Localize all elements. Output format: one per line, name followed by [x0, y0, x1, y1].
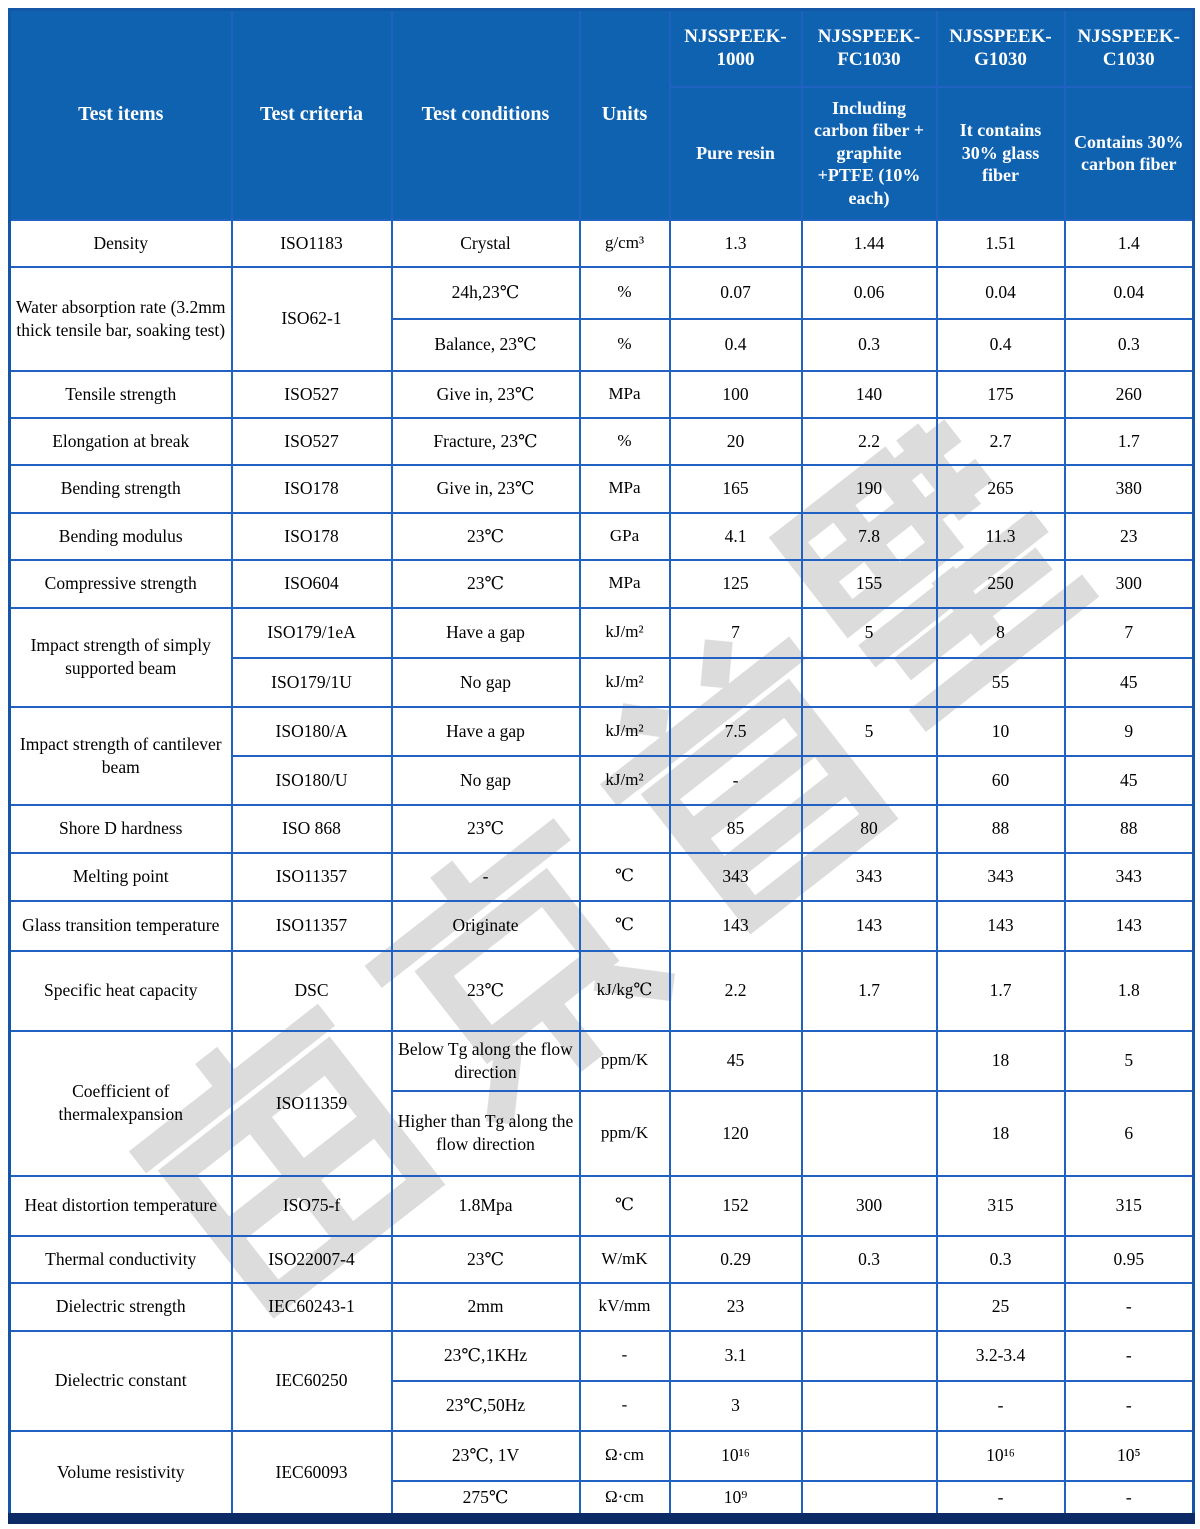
row-condition: Below Tg along the flow direction	[392, 1031, 580, 1091]
cell-value	[802, 1331, 937, 1381]
cell-value: 0.04	[937, 267, 1065, 319]
row-condition: 2mm	[392, 1283, 580, 1331]
cell-value: 380	[1065, 465, 1194, 513]
row-unit: MPa	[580, 371, 670, 418]
row-unit: kJ/kg℃	[580, 951, 670, 1031]
spec-table	[8, 8, 1195, 1524]
product-desc: Pure resin	[670, 87, 802, 220]
cell-value: 1.4	[1065, 220, 1194, 267]
cell-value	[802, 1031, 937, 1091]
cell-value: 140	[802, 371, 937, 418]
cell-value: -	[937, 1381, 1065, 1431]
cell-value: 155	[802, 560, 937, 608]
row-unit: kJ/m²	[580, 658, 670, 707]
cell-value: 3.1	[670, 1331, 802, 1381]
cell-value	[802, 756, 937, 805]
product-name: NJSSPEEK-1000	[670, 10, 802, 87]
row-condition: Have a gap	[392, 707, 580, 756]
cell-value: 0.95	[1065, 1236, 1194, 1283]
cell-value: 10	[937, 707, 1065, 756]
row-condition: No gap	[392, 658, 580, 707]
cell-value: -	[1065, 1381, 1194, 1431]
row-criteria: ISO11357	[232, 853, 392, 901]
cell-value	[802, 1091, 937, 1176]
row-condition: -	[392, 853, 580, 901]
cell-value: 1.44	[802, 220, 937, 267]
row-unit: ℃	[580, 853, 670, 901]
cell-value: 20	[670, 418, 802, 465]
row-unit: ℃	[580, 901, 670, 951]
row-unit: ppm/K	[580, 1031, 670, 1091]
row-criteria: DSC	[232, 951, 392, 1031]
cell-value: -	[670, 756, 802, 805]
cell-value: 0.3	[802, 1236, 937, 1283]
cell-value: 2.2	[802, 418, 937, 465]
row-condition: Have a gap	[392, 608, 580, 658]
row-item: Density	[10, 220, 232, 267]
cell-value	[802, 1481, 937, 1519]
cell-value: 190	[802, 465, 937, 513]
row-item: Bending strength	[10, 465, 232, 513]
row-unit: Ω·cm	[580, 1481, 670, 1519]
row-unit: -	[580, 1381, 670, 1431]
cell-value: -	[1065, 1283, 1194, 1331]
cell-value: -	[1065, 1481, 1194, 1519]
cell-value: 3.2-3.4	[937, 1331, 1065, 1381]
cell-value: 3	[670, 1381, 802, 1431]
cell-value: 0.07	[670, 267, 802, 319]
row-unit: MPa	[580, 465, 670, 513]
product-name: NJSSPEEK-FC1030	[802, 10, 937, 87]
row-criteria: ISO11359	[232, 1031, 392, 1176]
cell-value: 7.8	[802, 513, 937, 560]
row-unit: W/mK	[580, 1236, 670, 1283]
col-header-test-conditions: Test conditions	[392, 10, 580, 220]
cell-value: 80	[802, 805, 937, 853]
row-condition: 275℃	[392, 1481, 580, 1519]
cell-value: 9	[1065, 707, 1194, 756]
row-condition: 23℃	[392, 805, 580, 853]
cell-value: 2.7	[937, 418, 1065, 465]
row-item: Specific heat capacity	[10, 951, 232, 1031]
row-criteria: ISO180/U	[232, 756, 392, 805]
row-item: Coefficient of thermalexpansion	[10, 1031, 232, 1176]
cell-value: 125	[670, 560, 802, 608]
product-desc: Including carbon fiber + graphite +PTFE (10% each)	[802, 87, 937, 220]
row-condition: Fracture, 23℃	[392, 418, 580, 465]
cell-value: 0.04	[1065, 267, 1194, 319]
cell-value: 0.3	[1065, 319, 1194, 371]
row-condition: 23℃, 1V	[392, 1431, 580, 1481]
row-unit: kJ/m²	[580, 756, 670, 805]
cell-value: 143	[937, 901, 1065, 951]
cell-value: 143	[1065, 901, 1194, 951]
col-header-units: Units	[580, 10, 670, 220]
cell-value: 120	[670, 1091, 802, 1176]
row-criteria: ISO179/1eA	[232, 608, 392, 658]
cell-value: 175	[937, 371, 1065, 418]
row-item: Elongation at break	[10, 418, 232, 465]
row-unit: GPa	[580, 513, 670, 560]
cell-value: 1.3	[670, 220, 802, 267]
cell-value: 10⁵	[1065, 1431, 1194, 1481]
cell-value: 300	[1065, 560, 1194, 608]
cell-value: 45	[670, 1031, 802, 1091]
cell-value: 45	[1065, 658, 1194, 707]
cell-value: 1.7	[802, 951, 937, 1031]
cell-value: 1.7	[1065, 418, 1194, 465]
cell-value: 0.4	[937, 319, 1065, 371]
cell-value: 265	[937, 465, 1065, 513]
row-condition: Balance, 23℃	[392, 319, 580, 371]
cell-value: 300	[802, 1176, 937, 1236]
row-item: Dielectric strength	[10, 1283, 232, 1331]
row-condition: Give in, 23℃	[392, 465, 580, 513]
cell-value: 0.3	[937, 1236, 1065, 1283]
row-criteria: ISO604	[232, 560, 392, 608]
cell-value	[802, 1283, 937, 1331]
row-condition: 23℃,50Hz	[392, 1381, 580, 1431]
row-item: Water absorption rate (3.2mm thick tensile bar, soaking test)	[10, 267, 232, 371]
cell-value: 250	[937, 560, 1065, 608]
cell-value: 0.06	[802, 267, 937, 319]
cell-value	[802, 1431, 937, 1481]
row-item: Glass transition temperature	[10, 901, 232, 951]
product-desc: Contains 30% carbon fiber	[1065, 87, 1194, 220]
product-desc: It contains 30% glass fiber	[937, 87, 1065, 220]
cell-value: 8	[937, 608, 1065, 658]
row-item: Thermal conductivity	[10, 1236, 232, 1283]
row-criteria: IEC60243-1	[232, 1283, 392, 1331]
cell-value: 343	[670, 853, 802, 901]
row-criteria: ISO527	[232, 418, 392, 465]
cell-value: 6	[1065, 1091, 1194, 1176]
row-unit: kJ/m²	[580, 608, 670, 658]
row-unit: g/cm³	[580, 220, 670, 267]
row-unit: %	[580, 319, 670, 371]
row-condition: Give in, 23℃	[392, 371, 580, 418]
row-condition: 23℃,1KHz	[392, 1331, 580, 1381]
row-unit: MPa	[580, 560, 670, 608]
cell-value: 5	[802, 608, 937, 658]
cell-value: 18	[937, 1031, 1065, 1091]
cell-value: 0.29	[670, 1236, 802, 1283]
row-criteria: ISO178	[232, 513, 392, 560]
row-unit: kV/mm	[580, 1283, 670, 1331]
row-item: Heat distortion temperature	[10, 1176, 232, 1236]
cell-value: 5	[1065, 1031, 1194, 1091]
cell-value: 88	[937, 805, 1065, 853]
row-item: Melting point	[10, 853, 232, 901]
cell-value: 343	[937, 853, 1065, 901]
cell-value: 315	[1065, 1176, 1194, 1236]
row-condition: No gap	[392, 756, 580, 805]
cell-value: 10⁹	[670, 1481, 802, 1519]
cell-value: 1.8	[1065, 951, 1194, 1031]
cell-value: 45	[1065, 756, 1194, 805]
row-criteria: ISO178	[232, 465, 392, 513]
cell-value: 343	[1065, 853, 1194, 901]
row-unit: kJ/m²	[580, 707, 670, 756]
row-unit: ppm/K	[580, 1091, 670, 1176]
row-item: Tensile strength	[10, 371, 232, 418]
cell-value	[670, 658, 802, 707]
row-criteria: IEC60250	[232, 1331, 392, 1431]
row-criteria: ISO11357	[232, 901, 392, 951]
cell-value: 55	[937, 658, 1065, 707]
cell-value: 10¹⁶	[670, 1431, 802, 1481]
row-item: Impact strength of simply supported beam	[10, 608, 232, 707]
row-criteria: ISO527	[232, 371, 392, 418]
cell-value: 315	[937, 1176, 1065, 1236]
row-unit: Ω·cm	[580, 1431, 670, 1481]
cell-value	[802, 1381, 937, 1431]
cell-value	[802, 658, 937, 707]
row-criteria: ISO75-f	[232, 1176, 392, 1236]
row-unit: -	[580, 1331, 670, 1381]
cell-value: 260	[1065, 371, 1194, 418]
row-condition: 23℃	[392, 513, 580, 560]
row-item: Dielectric constant	[10, 1331, 232, 1431]
cell-value: 152	[670, 1176, 802, 1236]
cell-value: 1.51	[937, 220, 1065, 267]
cell-value: 23	[670, 1283, 802, 1331]
product-name: NJSSPEEK-G1030	[937, 10, 1065, 87]
cell-value: 23	[1065, 513, 1194, 560]
row-condition: Higher than Tg along the flow direction	[392, 1091, 580, 1176]
col-header-test-items: Test items	[10, 10, 232, 220]
col-header-test-criteria: Test criteria	[232, 10, 392, 220]
row-criteria: ISO180/A	[232, 707, 392, 756]
cell-value: 143	[802, 901, 937, 951]
row-item: Impact strength of cantilever beam	[10, 707, 232, 805]
row-criteria: ISO1183	[232, 220, 392, 267]
row-condition: 23℃	[392, 1236, 580, 1283]
cell-value: 25	[937, 1283, 1065, 1331]
cell-value: 18	[937, 1091, 1065, 1176]
row-criteria: ISO22007-4	[232, 1236, 392, 1283]
product-name: NJSSPEEK-C1030	[1065, 10, 1194, 87]
cell-value: 60	[937, 756, 1065, 805]
row-unit: %	[580, 418, 670, 465]
row-criteria: ISO62-1	[232, 267, 392, 371]
cell-value: 0.3	[802, 319, 937, 371]
row-unit	[580, 805, 670, 853]
cell-value: 85	[670, 805, 802, 853]
row-item: Compressive strength	[10, 560, 232, 608]
cell-value: -	[1065, 1331, 1194, 1381]
cell-value: 343	[802, 853, 937, 901]
cell-value: 7.5	[670, 707, 802, 756]
row-criteria: ISO179/1U	[232, 658, 392, 707]
row-condition: 23℃	[392, 951, 580, 1031]
row-condition: 23℃	[392, 560, 580, 608]
cell-value: 100	[670, 371, 802, 418]
cell-value: -	[937, 1481, 1065, 1519]
row-condition: Originate	[392, 901, 580, 951]
row-condition: 24h,23℃	[392, 267, 580, 319]
cell-value: 5	[802, 707, 937, 756]
cell-value: 7	[1065, 608, 1194, 658]
row-item: Shore D hardness	[10, 805, 232, 853]
cell-value: 88	[1065, 805, 1194, 853]
cell-value: 0.4	[670, 319, 802, 371]
cell-value: 165	[670, 465, 802, 513]
cell-value: 143	[670, 901, 802, 951]
row-criteria: IEC60093	[232, 1431, 392, 1519]
row-criteria: ISO 868	[232, 805, 392, 853]
cell-value: 2.2	[670, 951, 802, 1031]
row-condition: Crystal	[392, 220, 580, 267]
row-item: Bending modulus	[10, 513, 232, 560]
row-condition: 1.8Mpa	[392, 1176, 580, 1236]
cell-value: 4.1	[670, 513, 802, 560]
cell-value: 1.7	[937, 951, 1065, 1031]
row-item: Volume resistivity	[10, 1431, 232, 1519]
row-unit: %	[580, 267, 670, 319]
cell-value: 7	[670, 608, 802, 658]
cell-value: 11.3	[937, 513, 1065, 560]
cell-value: 10¹⁶	[937, 1431, 1065, 1481]
row-unit: ℃	[580, 1176, 670, 1236]
